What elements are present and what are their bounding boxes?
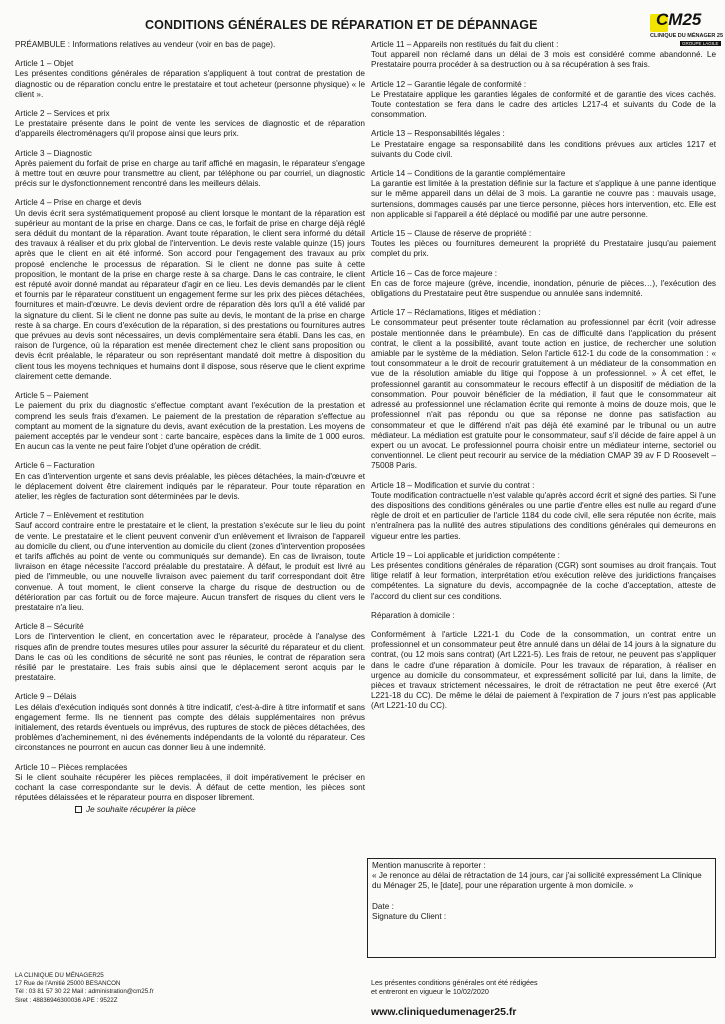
article-section — [15, 763, 365, 816]
article-body: Les présentes conditions générales de réparation s'appliquent à tout contrat de prestation de diagnostic ou de réparation conclu entre le prestataire et tout acheteur (personne physique) « le client ». — [15, 69, 365, 99]
article-body: Si le client souhaite récupérer les pièces remplacées, il doit impérativement le préciser en cochant la case correspondante sur le devis. À défaut de cette mention, les pièces sont réputées délaissées et le réparateur pourra en disposer librement. — [15, 772, 365, 803]
logo-name: CM25 — [656, 10, 702, 29]
article-section — [371, 269, 716, 300]
mention-signature-label: Signature du Client : — [372, 911, 447, 921]
article-title: Article 12 – Garantie légale de conformité : — [371, 79, 527, 89]
company-name: LA CLINIQUE DU MÉNAGER25 — [15, 972, 104, 979]
article-body: Le prestataire présente dans le point de vente les services de diagnostic et de réparation d'appareils électroménagers qu'il propose ainsi que leurs prix. — [15, 119, 365, 139]
article-section — [15, 149, 365, 190]
article-body: La garantie est limitée à la prestation définie sur la facture et s'applique à une panne identique sur le même appareil dans un délai de 3 mois. La garantie ne couvre pas : mauvais usage, surtensions, dommages causés par une tierce personne, pièces hors intervention, etc. Elle est non applicable si l'appareil a été déplacé ou modifié par une autre personne. — [371, 179, 716, 219]
article-title: Article 5 – Paiement — [15, 391, 89, 401]
article-body: Un devis écrit sera systématiquement proposé au client lorsque le montant de la réparation est supérieur au montant de la prise en charge. Dans ce cas, le forfait de prise en charge déjà réglé sera déduit du montant de la réparation. Avant toute réparation, le client sera informé du détail des travaux à réaliser et du prix global de l'intervention. Le devis reste valable quinze (15) jours après que le client en ait été informé. Son accord pour l'engagement des travaux au prix proposé enclenche le processus de réparation. Si le client ne donne pas suite à cette proposition, le montant de la prise en charge reste à sa charge. Dans le cas contraire, le client est réputé avoir donné mandat au réparateur d'agir en ce lieu. Les devis demandés par le client et fournis par le réparateur constituent un engagement ferme sur les prix des pièces détachées, fournitures et main-d'œuvre. Le devis devient ordre de réparation dès lors qu'il a été validé par la signature du client. Si le client ne donne pas suite au devis, le montant de la prise en charge reste à sa charge. En cours d'exécution de la réparation, si des prestations ou fournitures autres que prévues au devis sont nécessaires, un devis complémentaire sera établi. Dans les cas, en raison de l'urgence, où la réparation est menée directement chez le client sans proposition ou devis écrit préalable, le réparateur ou son représentant mandaté doit mettre à disposition du client tous les moyens techniques et humains dont il dispose, sous réserve que le client exprime clairement cette demande. — [15, 208, 365, 381]
right-column — [371, 40, 716, 721]
company-info — [15, 972, 215, 1005]
article-body: Le consommateur peut présenter toute réclamation au professionnel par écrit (voir adresse postale mentionnée dans le préambule). En cas de difficulté dans l'application du présent contrat, le client a la possibilité, avant toute action en justice, de rechercher une solution amiable par le système de la médiation. Selon l'article 612-1 du code de la consommation : « tout consommateur a le droit de recourir gratuitement à un médiateur de la consommation en vue de la résolution amiable du litige qui l'oppose à un professionnel. » À cet effet, le professionnel garantit au consommateur le recours effectif à un dispositif de médiation de la consommation. Pour pouvoir bénéficier de la médiation, il faut que le consommateur ait adressé au professionnel une réclamation écrite qui remonte à moins de douze mois, que le professionnel n'ait pas répondu ou que sa réponse ne donne pas satisfaction au consommateur et que le différend n'ait pas déjà été examiné par le tribunal ou un autre médiateur. La médiation est gratuite pour le consommateur, sauf s'il décide de faire appel à un expert ou un avocat. Le professionnel pourra choisir entre un médiateur interne, sectoriel ou conventionnel. Le client peut recourir au service de la médiation CMAP 39 av F D Roosevelt – 75008 Paris. — [371, 318, 716, 471]
footer-note-line1: Les présentes conditions générales ont été rédigées — [371, 978, 538, 987]
article-title: Article 7 – Enlèvement et restitution — [15, 511, 144, 521]
article-title: Article 9 – Délais — [15, 692, 77, 702]
article-title: Article 10 – Pièces remplacées — [15, 762, 128, 772]
article-title: Article 16 – Cas de force majeure : — [371, 268, 498, 278]
article-section — [371, 229, 716, 260]
article-title: Article 17 – Réclamations, litiges et médiation : — [371, 308, 541, 318]
company-siret: Siret : 48836946300036 APE : 9522Z — [15, 996, 118, 1004]
effective-date-note — [371, 978, 671, 996]
recover-part-checkbox[interactable] — [75, 806, 82, 813]
logo-group-badge: GROUPE LAGILE — [682, 41, 719, 46]
article-title: Article 8 – Sécurité — [15, 622, 84, 632]
article-title: Article 18 – Modification et survie du contrat : — [371, 480, 535, 490]
handwritten-mention-box — [367, 858, 716, 958]
article-section — [371, 551, 716, 602]
article-section — [371, 630, 716, 712]
article-body: Le Prestataire applique les garanties légales de conformité et de garantie des vices cachés. Toute contestation se fera dans le cadre des articles L217-4 et suivants du Code de la consommation. — [371, 89, 716, 120]
article-body: Les présentes conditions générales de réparation (CGR) sont soumises au droit français. Tout litige relatif à leur formation, interprétation et/ou exécution relève des juridictions françaises compétentes. La signature du devis, accompagnée de la coche d'acceptation, atteste de l'accord du client sur ces conditions. — [371, 560, 716, 601]
article-title: Article 1 – Objet — [15, 59, 74, 69]
article-title: Réparation à domicile : — [371, 610, 455, 620]
article-title: Article 19 – Loi applicable et juridiction compétente : — [371, 550, 560, 560]
article-title: Article 4 – Prise en charge et devis — [15, 198, 142, 208]
website-link[interactable]: www.cliniquedumenager25.fr — [371, 1006, 517, 1018]
article-body: En cas de force majeure (grève, incendie, inondation, pénurie de pièces…), l'exécution des obligations du Prestataire peut être suspendue ou annulée sans indemnité. — [371, 278, 716, 299]
article-section — [371, 169, 716, 220]
logo-subtitle: CLINIQUE DU MÉNAGER 25 — [650, 33, 724, 39]
article-title: Article 11 – Appareils non restitués du fait du client : — [371, 40, 559, 49]
article-section — [15, 511, 365, 613]
article-section — [371, 308, 716, 471]
mention-title: Mention manuscrite à reporter : — [372, 861, 486, 870]
article-body: Après paiement du forfait de prise en charge au tarif affiché en magasin, le réparateur s'engage à mettre tout en œuvre pour transmettre au client, par téléphone ou par courriel, un diagnostic précis sur le dysfonctionnement rencontré dans les meilleurs délais. — [15, 158, 365, 189]
article-section — [15, 391, 365, 452]
article-section — [371, 611, 716, 621]
article-body: Les délais d'exécution indiqués sont donnés à titre indicatif, c'est-à-dire à titre informatif et sans engagement ferme. Ils ne tiennent pas compte des délais supplémentaires non prévus initialement, des retards éventuels ou imprévus, des ruptures de stock de pièces détachées, des problèmes d'acheminement, ni des événements indépendants de la volonté du réparateur. Ces circonstances ne pourront en aucun cas donner lieu à une indemnité. — [15, 702, 365, 753]
company-address: 17 Rue de l'Amitié 25000 BESANCON — [15, 980, 121, 988]
article-section — [15, 692, 365, 753]
article-body: Toutes les pièces ou fournitures demeurent la propriété du Prestataire jusqu'au paiement complet du prix. — [371, 239, 716, 259]
article-section — [371, 80, 716, 121]
article-section — [15, 461, 365, 502]
preamble: PRÉAMBULE : Informations relatives au vendeur (voir en bas de page). — [15, 40, 276, 49]
article-title: Article 2 – Services et prix — [15, 109, 110, 119]
article-body: Lors de l'intervention le client, en concertation avec le réparateur, procède à l'analyse des risques afin de prendre toutes mesures utiles pour assurer la sécurité du réparateur et du client. Dans le cas où les conditions de sécurité ne sont pas réunies, le contrat de réparation sera résilié par le prestataire. Les frais subis ainsi que le déplacement seront acquis par le prestataire. — [15, 632, 365, 683]
article-section — [371, 129, 716, 160]
left-column — [15, 40, 365, 825]
article-section — [371, 481, 716, 542]
article-title: Article 15 – Clause de réserve de propriété : — [371, 229, 532, 239]
page-title: CONDITIONS GÉNÉRALES DE RÉPARATION ET DE DÉPANNAGE — [145, 18, 538, 32]
article-section — [15, 109, 365, 140]
article-body: En cas d'intervention urgente et sans devis préalable, les pièces détachées, la main-d'œuvre et le déplacement doivent être clairement indiqués par le réparateur. Pour toute réparation en atelier, les règles de facturation sont déterminées par le devis. — [15, 471, 365, 501]
article-body: Tout appareil non réclamé dans un délai de 3 mois est considéré comme abandonné. Le Prestataire pourra procéder à sa destruction ou à sa récupération à ses frais. — [371, 50, 716, 70]
article-section — [15, 59, 365, 100]
article-body: Conformément à l'article L221-1 du Code de la consommation, un contrat entre un professionnel et un consommateur peut être annulé dans un délai de 14 jours à la signature du contrat, (ou 12 mois sans contrat) (Art L221-5). Les frais de retour, ne peuvent pas s'appliquer dans le cadre d'une réparation à domicile. Pour les travaux de réparation, à réaliser en urgence au domicile du consommateur, et expressément sollicité par lui, dans la limite, de pièces et travaux strictement nécessaires, le droit de rétractation ne peut être exercé (Art L221-18 du CC). De même le délai de paiement à l'expiration de 7 jours n'est pas applicable (Art L221-10 du CC). — [371, 629, 716, 711]
article-body: Le paiement du prix du diagnostic s'effectue comptant avant l'exécution de la prestation et comprend les seuls frais d'examen. Le paiement de la prestation de réparation s'effectue au comptant au moment de la signature du devis, avant exécution de la prestation. Les moyens de paiement acceptés par le vendeur sont : carte bancaire, espèces dans la limite de 1 000 euros. En aucun cas la vente ne peut faire l'objet d'une opération de crédit. — [15, 401, 365, 452]
article-body: Le Prestataire engage sa responsabilité dans les conditions prévues aux articles 1217 et suivants du Code civil. — [371, 139, 716, 159]
article-title: Article 6 – Facturation — [15, 461, 95, 471]
recover-part-label: Je souhaite récupérer la pièce — [86, 805, 196, 815]
article-title: Article 13 – Responsabilités légales : — [371, 129, 505, 139]
mention-date-label: Date : — [372, 901, 394, 911]
article-body: Toute modification contractuelle n'est valable qu'après accord écrit et signé des parties. Si l'une des dispositions des conditions générales ou une partie d'entre elles est nulle au regard d'une règle de droit et en particulier de l'article 1184 du code civil, elle sera réputée non écrite, mais n'entraînera pas la nullité des autres stipulations des conditions générales qui demeurons en vigueur entre les parties. — [371, 490, 716, 541]
article-section — [371, 40, 716, 71]
article-title: Article 3 – Diagnostic — [15, 148, 92, 158]
company-contact: Tél : 03 81 57 30 22 Mail : administration@cm25.fr — [15, 988, 154, 996]
article-section — [15, 622, 365, 683]
recover-part-checkbox-row — [15, 805, 365, 815]
mention-text: « Je renonce au délai de rétractation de 14 jours, car j'ai sollicité expressément La Clinique du Ménager 25, le [date], pour une réparation urgente à mon domicile. » — [372, 871, 702, 891]
article-body: Sauf accord contraire entre le prestataire et le client, la prestation s'exécute sur le lieu du point de vente. Le prestataire et le client peuvent convenir d'un enlèvement et livraison de l'appareil au domicile du client, ou d'une intervention au domicile du client (zones d'intervention proposées et tarifs affichés au point de vente ou communiqués sur demande). En cas de livraison, toute livraison en étage nécessite l'accord préalable du prestataire. À défaut, le produit est livré au pied de l'immeuble, ou une nouvelle livraison avec paiement du tarif correspondant doit être convenue. À tout moment, le client conserve la charge du risque de destruction ou de détérioration par cas fortuit ou de force majeure. Aucun transfert de risques du client vers le prestataire n'a lieu. — [15, 521, 365, 612]
article-section — [15, 198, 365, 382]
article-title: Article 14 – Conditions de la garantie complémentaire — [371, 169, 566, 179]
footer-note-line2: et entreront en vigueur le 10/02/2020 — [371, 987, 489, 996]
